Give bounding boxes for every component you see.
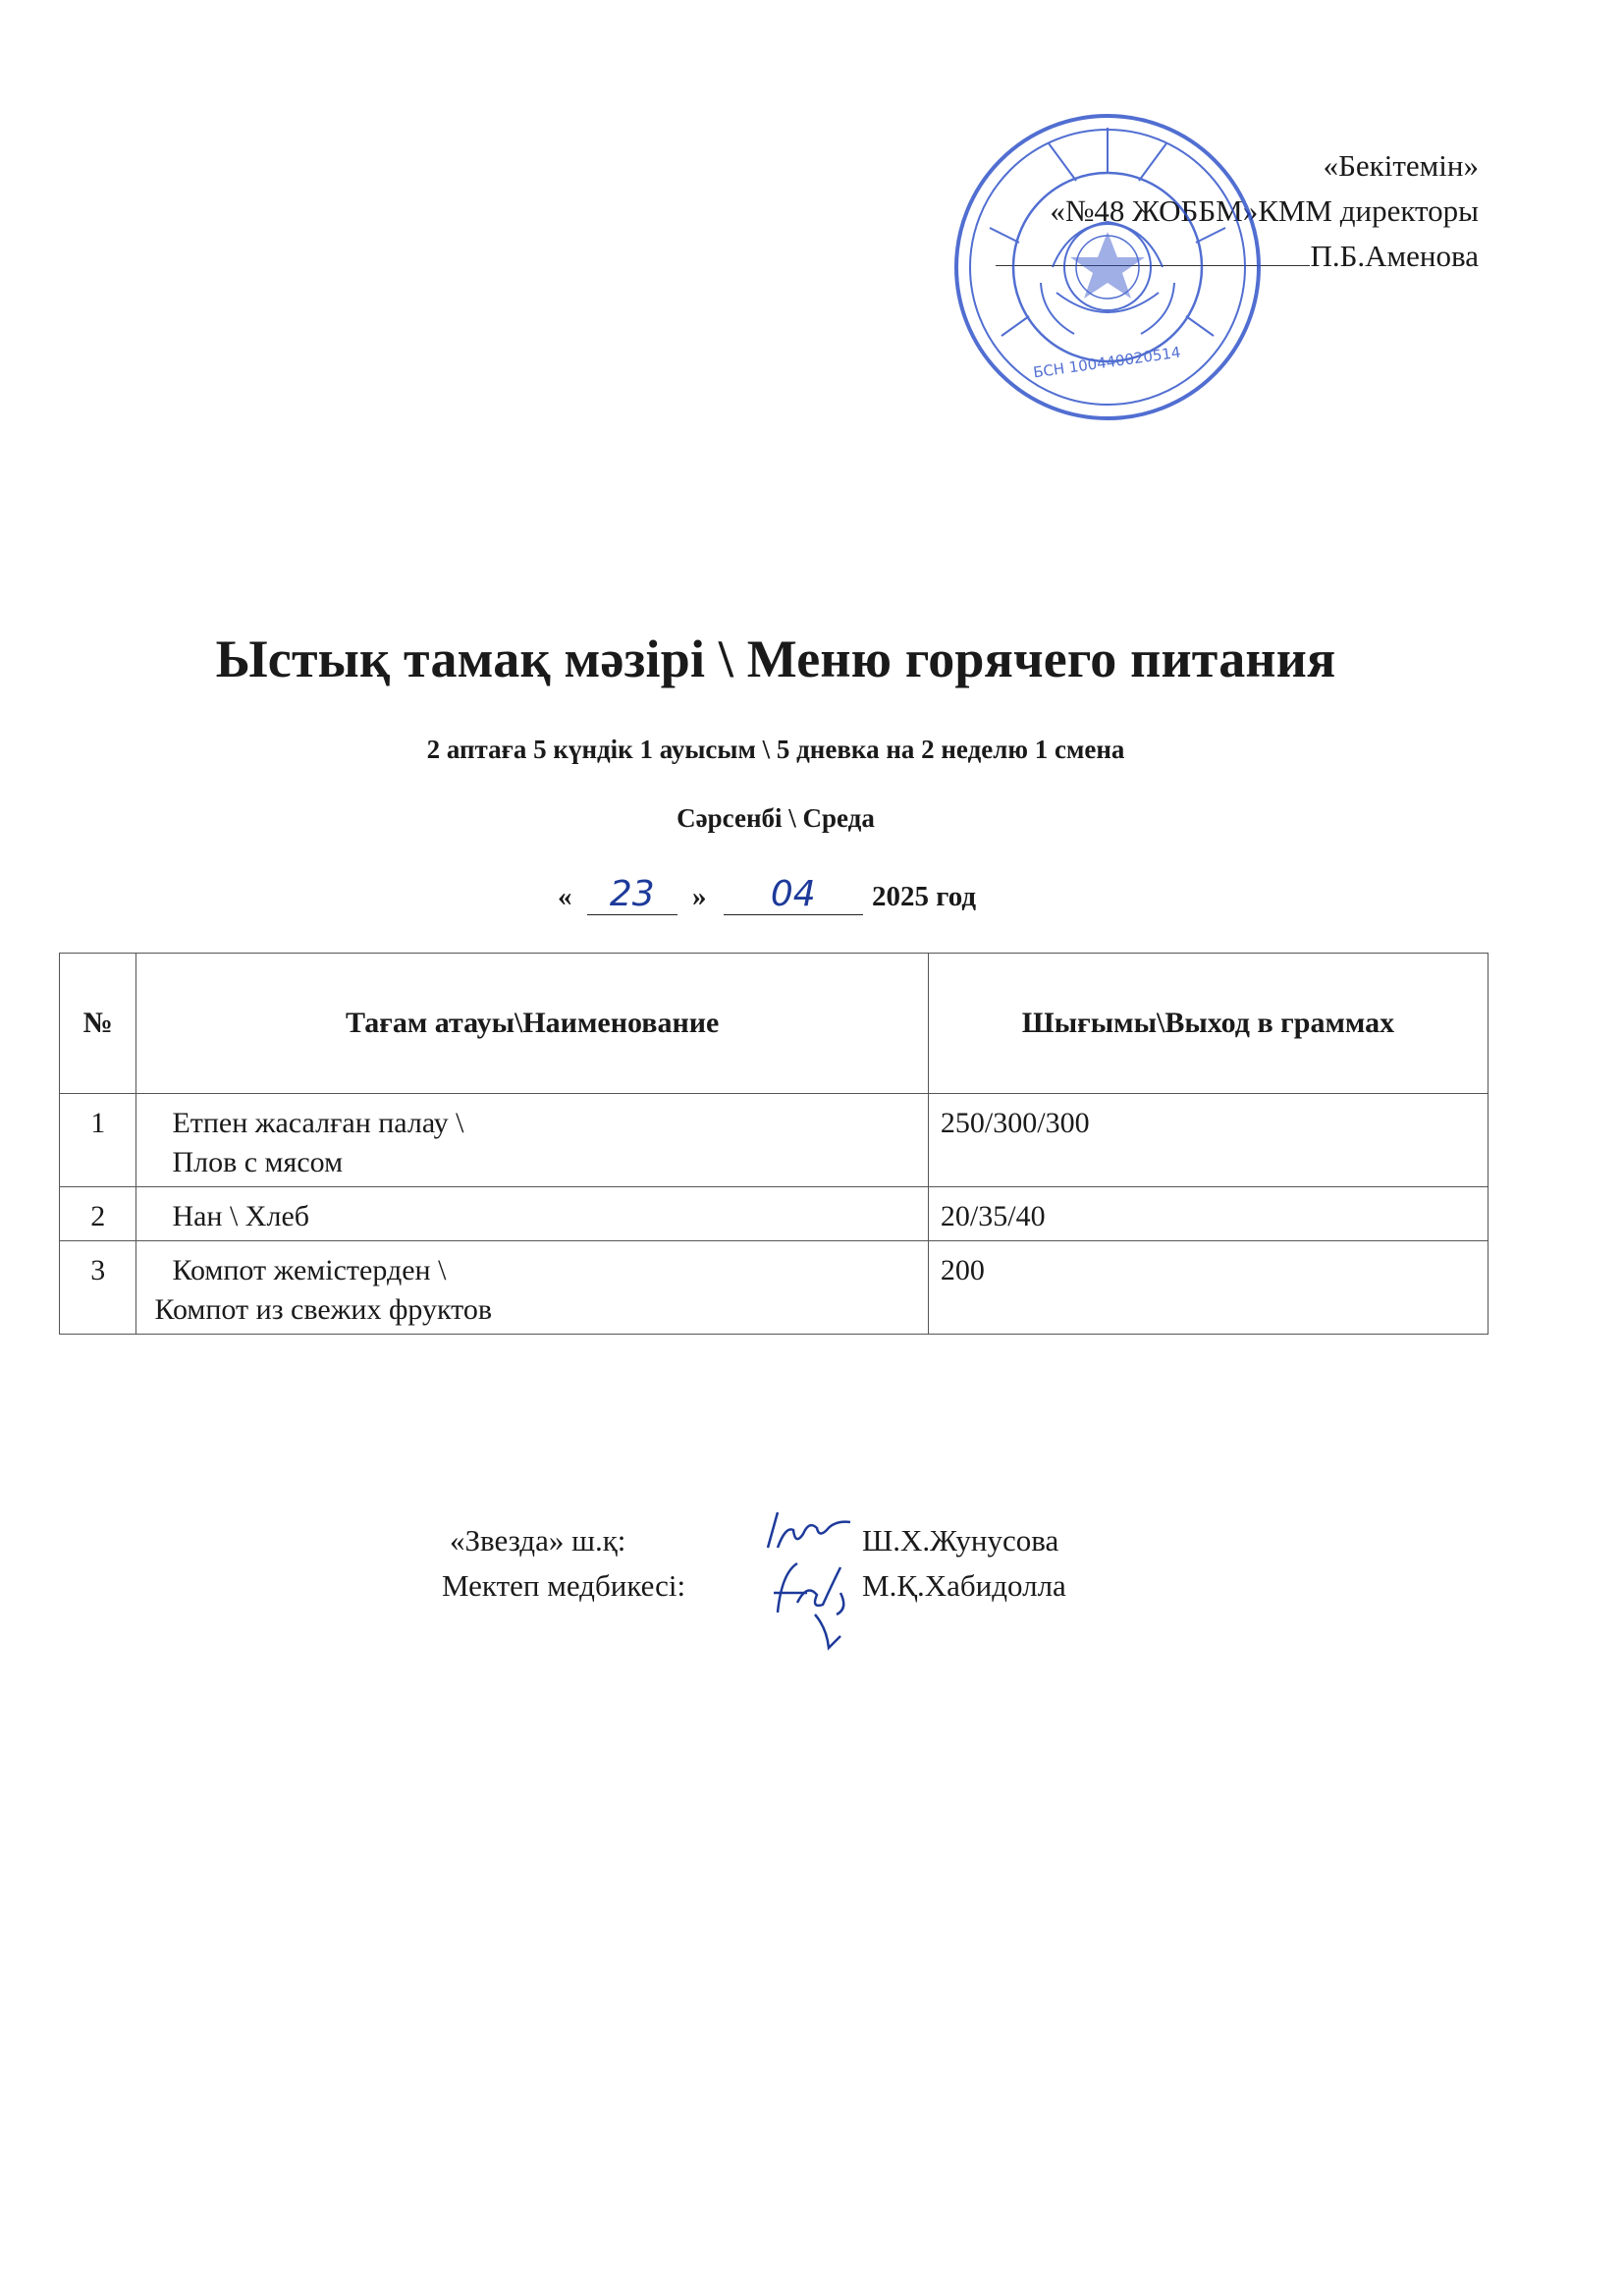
table-row [60, 1241, 1489, 1335]
header-output: Шығымы\Выход в граммах [928, 954, 1488, 1094]
header-number: № [60, 954, 136, 1094]
dish-name-kz: Компот жемістерден \ [172, 1254, 447, 1286]
page-subtitle: 2 аптаға 5 күндік 1 ауысым \ 5 дневка на 2 неделю 1 смена [426, 735, 1125, 764]
cook-role: «Звезда» ш.қ: [450, 1523, 626, 1558]
director-name: П.Б.Аменова [1310, 239, 1479, 273]
dish-output: 200 [928, 1241, 1488, 1335]
dish-name-kz: Нан \ Хлеб [172, 1200, 310, 1232]
table-row [60, 1187, 1489, 1241]
date-year: 2025 год [872, 881, 977, 912]
header-dish-name: Тағам атауы\Наименование [136, 954, 928, 1094]
table-header-row [60, 954, 1489, 1094]
date-close-quote: » [692, 881, 707, 912]
date-open-quote: « [558, 881, 572, 912]
date-day-field: 23 [587, 874, 677, 915]
nurse-name: М.Қ.Хабидолла [862, 1568, 1066, 1603]
dish-output: 20/35/40 [928, 1187, 1488, 1241]
menu-table [59, 953, 1489, 1335]
dish-name-kz: Етпен жасалған палау \ [172, 1107, 464, 1139]
row-number: 1 [60, 1094, 136, 1187]
date-line [558, 874, 976, 915]
dish-name [136, 1094, 928, 1187]
dish-name-ru: Компот из свежих фруктов [154, 1293, 493, 1326]
row-number: 2 [60, 1187, 136, 1241]
row-number: 3 [60, 1241, 136, 1335]
nurse-role: Мектеп медбикесі: [442, 1568, 686, 1603]
approval-heading: «Бекітемін» [1323, 148, 1479, 183]
seal-text: БСН 100440020514 [1032, 343, 1182, 382]
date-month-field: 04 [724, 874, 863, 915]
day-label: Сәрсенбі \ Среда [677, 803, 875, 833]
cook-name: Ш.Х.Жунусова [862, 1523, 1059, 1558]
approval-position: «№48 ЖОББМ»КММ директоры [1050, 193, 1479, 228]
dish-name-ru: Плов с мясом [172, 1146, 344, 1178]
round-official-seal-icon [950, 110, 1265, 424]
handwritten-signature-icon [768, 1554, 876, 1662]
table-row [60, 1094, 1489, 1187]
dish-name [136, 1241, 928, 1335]
dish-output: 250/300/300 [928, 1094, 1488, 1187]
page-title: Ыстық тамақ мәзірі \ Меню горячего питания [215, 629, 1336, 688]
dish-name [136, 1187, 928, 1241]
